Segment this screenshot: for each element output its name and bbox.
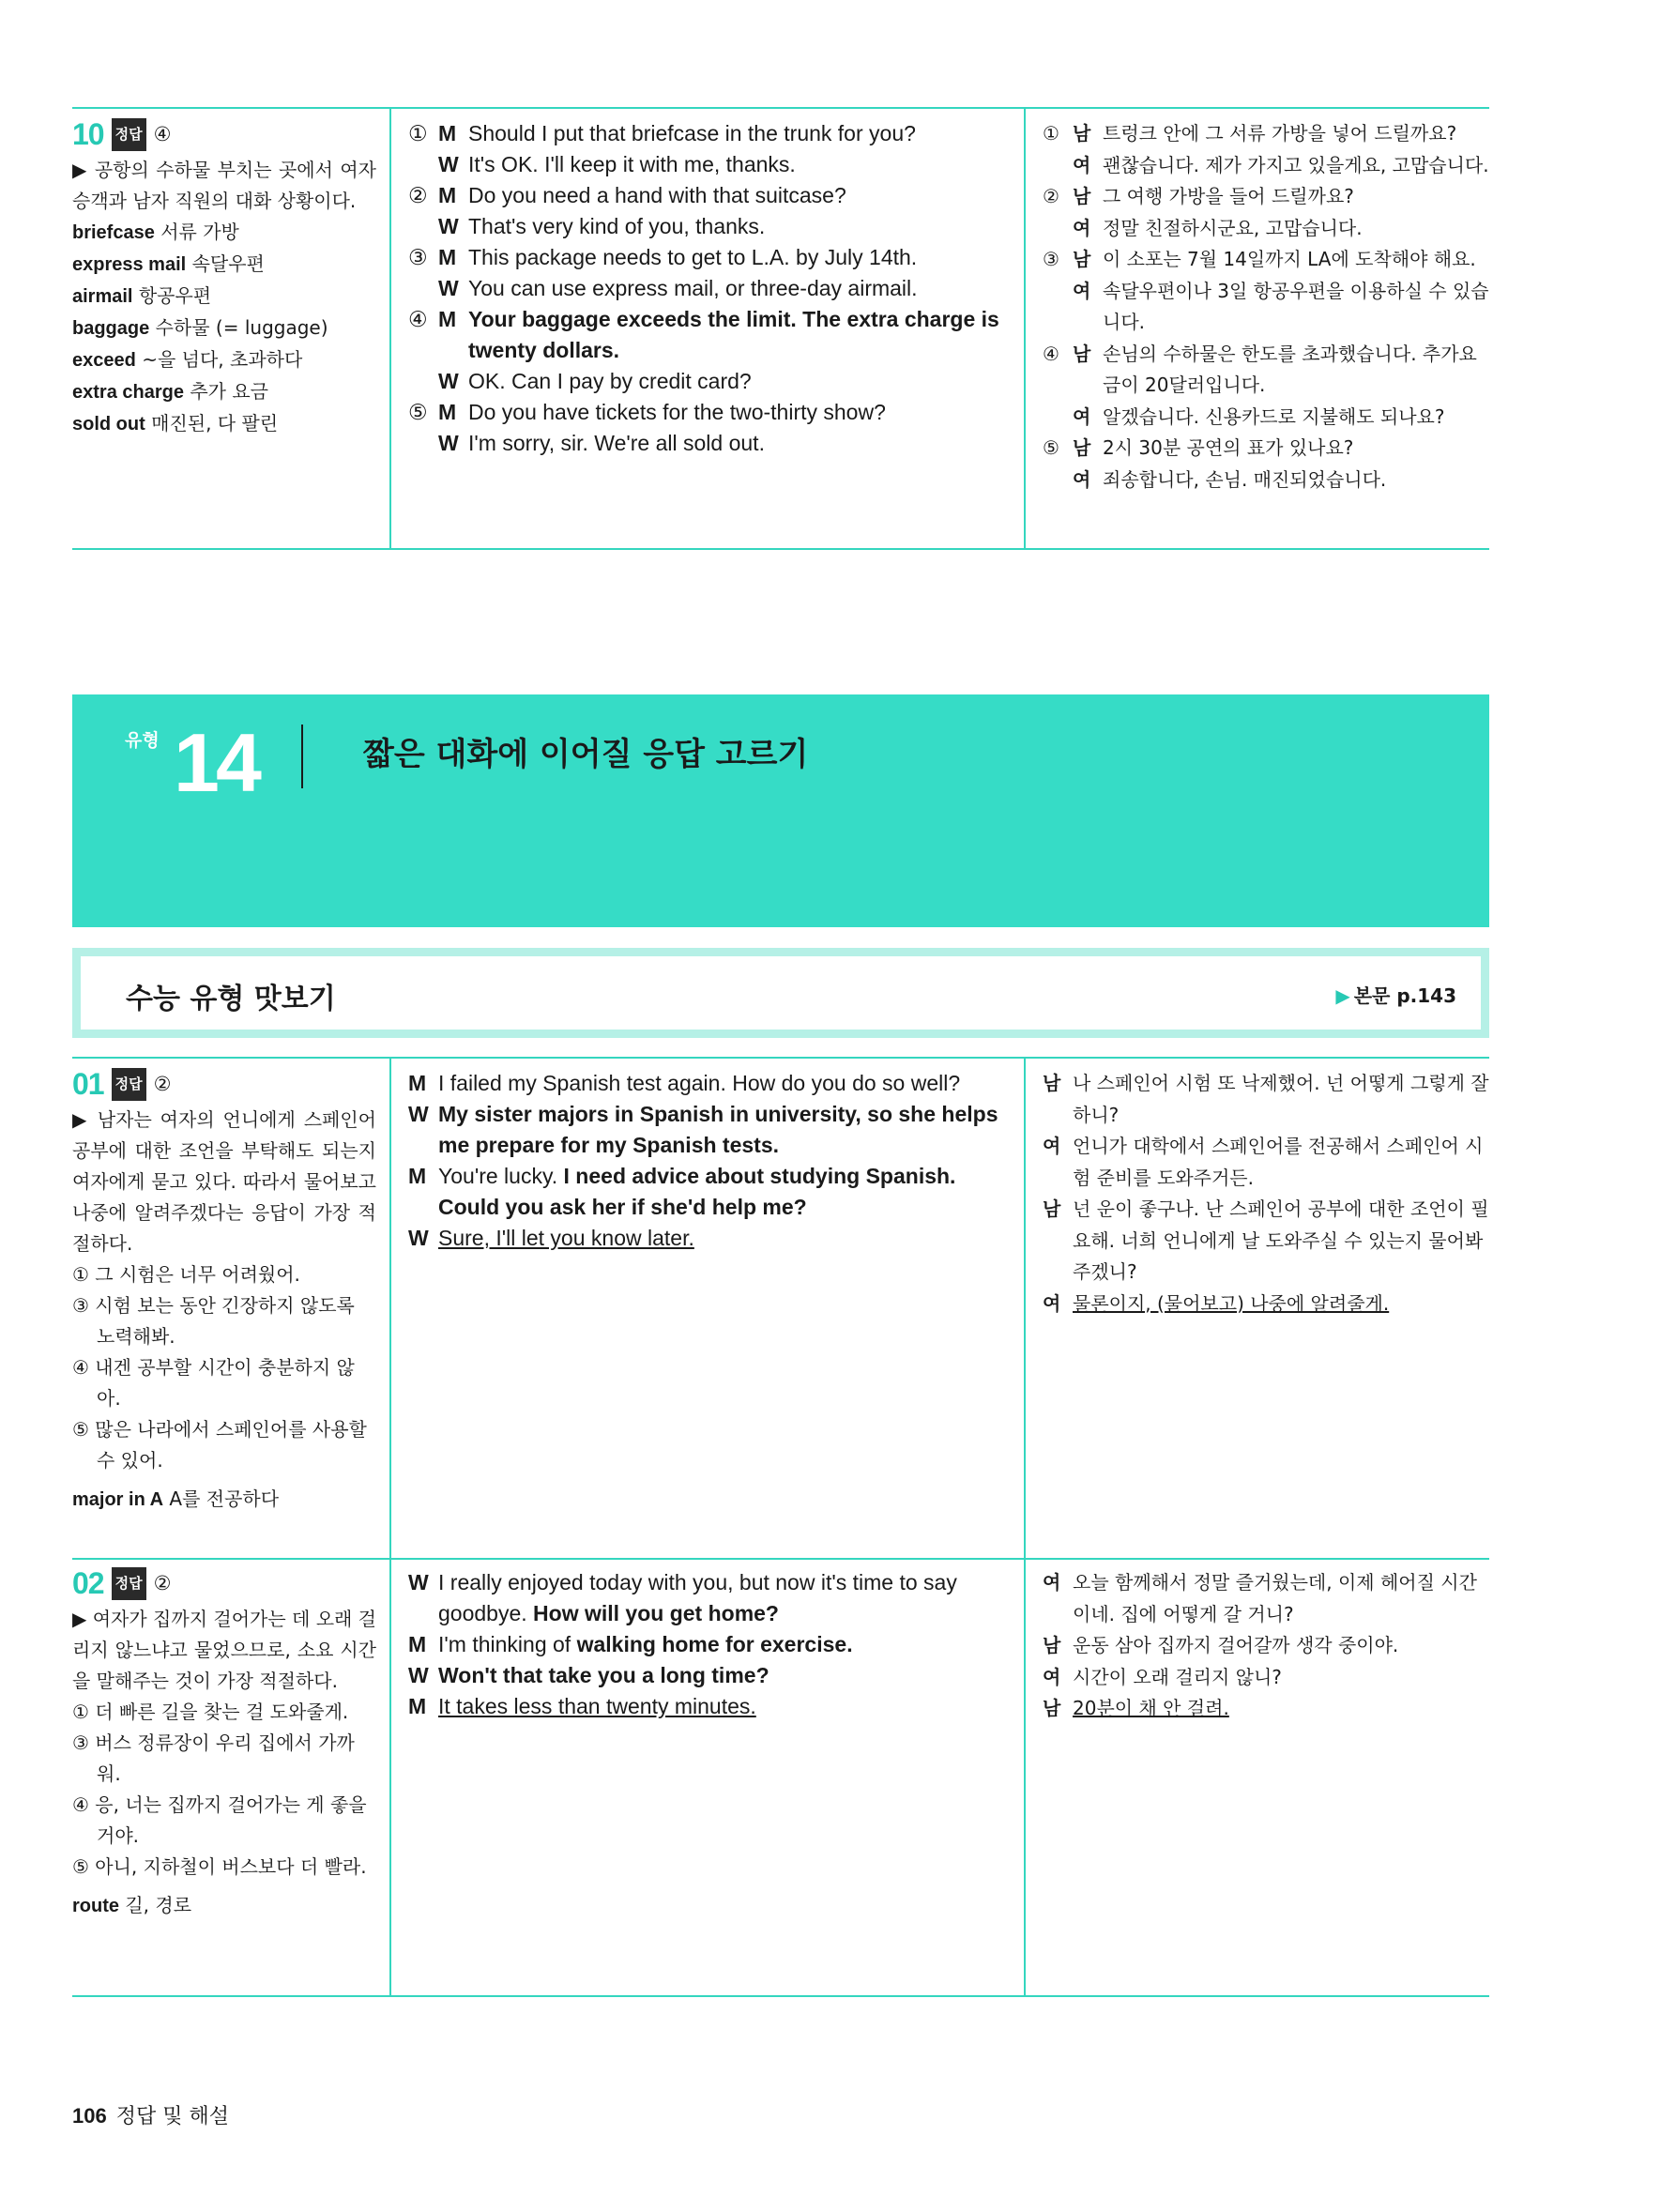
translation-line [1043,1662,1489,1694]
speaker: 여 [1043,1665,1061,1688]
dialogue-line [408,242,1007,273]
translation-line [1043,244,1489,276]
line-text [1073,1693,1489,1725]
answer-value: ② [153,1572,172,1594]
translation-line [1043,276,1489,339]
speaker: W [408,1102,429,1126]
line-text: 괜찮습니다. 제가 가지고 있을게요, 고맙습니다. [1103,153,1489,176]
dialogue-line [408,1068,1007,1099]
q02-korean-translation [1026,1558,1489,1995]
line-text: You can use express mail, or three-day airmail. [468,276,918,300]
vocab-list [72,217,376,440]
vocab-item [72,313,376,344]
option-number [1043,150,1073,182]
line-text: Do you have tickets for the two-thirty show? [468,400,886,424]
plain-text: 나 스페인어 시험 또 낙제했어. 넌 어떻게 그렇게 잘 하니? [1073,1072,1489,1126]
q02-explanation-column [72,1558,391,1995]
plain-text: 언니가 대학에서 스페인어를 전공해서 스페인어 시험 준비를 도와주거든. [1073,1135,1484,1189]
line-text [438,1691,1007,1722]
line-text: Your baggage exceeds the limit. The extra charge is twenty dollars. [468,307,999,362]
option-number: ③ [408,245,428,269]
speaker: W [438,276,459,300]
banner-divider [301,725,303,788]
speaker: 여 [1073,467,1091,491]
speaker: W [438,214,459,238]
vocab-item [72,344,376,376]
plain-text: 오늘 함께해서 정말 즐거웠는데, 이제 헤어질 시간이네. 집에 어떻게 갈 거니? [1073,1571,1477,1625]
option-number: ① [1043,122,1059,145]
translation-line [1043,1630,1489,1662]
answer-text: Sure, I'll let you know later. [438,1226,694,1250]
line-text [438,1161,1007,1223]
line-text: I'm sorry, sir. We're all sold out. [468,431,765,455]
vocab-term: route [72,1896,119,1916]
speaker: M [438,183,457,207]
dialogue-line [408,1161,1007,1223]
triangle-icon: ▶ [1335,984,1350,1007]
plain-text: I'm thinking of [438,1632,577,1656]
speaker: W [438,369,459,393]
option-number: ④ [408,307,428,331]
wrong-option: ⑤ 많은 나라에서 스페인어를 사용할 수 있어. [72,1418,367,1472]
plain-text: 넌 운이 좋구나. 난 스페인어 공부에 대한 조언이 필요해. 너희 언니에게 날 도와주실 수 있는지 물어봐 주겠니? [1073,1198,1489,1283]
vocab-meaning: 추가 요금 [190,380,268,403]
line-text [1073,1068,1489,1131]
speaker: 여 [1073,404,1091,428]
bold-text: walking home for exercise. [576,1632,853,1656]
vocab-item [72,217,376,249]
translation-line [1043,150,1489,182]
line-text [438,1223,1007,1254]
vocab-meaning: 매진된, 다 팔린 [151,412,279,435]
bold-text: Won't that take you a long time? [438,1663,769,1687]
question-number: 02 [72,1566,104,1600]
vocab-meaning: A를 전공하다 [169,1487,280,1510]
speaker: M [408,1164,427,1188]
plain-text: 운동 삼아 집까지 걸어갈까 생각 중이야. [1073,1634,1399,1656]
speaker: 남 [1073,122,1091,145]
dialogue-line [408,211,1007,242]
vocab-item [72,408,376,440]
translation-line [1043,1068,1489,1131]
bold-text: How will you get home? [533,1601,779,1625]
line-text [1073,1662,1489,1694]
wrong-option: ③ 버스 정류장이 우리 집에서 가까워. [72,1731,355,1785]
q02-english-script [391,1558,1026,1995]
option-number: ③ [1043,248,1059,270]
dialogue-line [408,118,1007,149]
translation-line [1043,465,1489,496]
line-text [438,1629,1007,1660]
answer-tag: 정답 [112,1068,146,1101]
answer-value: ④ [153,123,172,145]
page-number: 106 [72,2104,107,2128]
explanation: ▶ 여자가 집까지 걸어가는 데 오래 걸리지 않느냐고 물었으므로, 소요 시간을 말해주는 것이 가장 적절하다. [72,1608,377,1692]
section-banner [72,694,1489,927]
option-number [1043,465,1073,496]
option-number: ② [1043,185,1059,207]
translation-line [1043,433,1489,465]
speaker: M [408,1071,427,1095]
speaker: 남 [1073,185,1091,207]
line-text [1073,1131,1489,1194]
wrong-option: ① 더 빠른 길을 찾는 걸 도와줄게. [72,1701,349,1723]
speaker: W [408,1663,429,1687]
bold-text: My sister majors in Spanish in university, so she helps me prepare for my Spanish tests. [438,1102,998,1157]
dialogue-line [408,304,1007,366]
line-text: It's OK. I'll keep it with me, thanks. [468,152,796,176]
speaker: W [408,1570,429,1594]
option-number [1043,276,1073,339]
translation-line [1043,402,1489,434]
option-number [408,211,438,242]
q01-explanation-column [72,1059,391,1558]
vocab-meaning: 수하물 (= luggage) [155,316,328,339]
option-number: ⑤ [1043,436,1059,459]
speaker: 남 [1043,1198,1061,1220]
speaker: W [438,431,459,455]
q10-english-script [391,109,1026,548]
dialogue-line [408,1691,1007,1722]
option-number: ① [408,121,428,145]
dialogue-line [408,1567,1007,1629]
line-text [438,1099,1007,1161]
speaker: 여 [1073,279,1091,302]
question-01-row [72,1057,1489,1560]
line-text: 이 소포는 7월 14일까지 LA에 도착해야 해요. [1103,248,1476,270]
vocab-term: sold out [72,414,145,435]
option-number: ⑤ [408,400,428,424]
speaker: 남 [1073,248,1091,270]
line-text: OK. Can I pay by credit card? [468,369,752,393]
answer-tag: 정답 [112,1567,146,1600]
speaker: 여 [1043,1571,1061,1594]
vocab-item [72,376,376,408]
dialogue-line [408,397,1007,428]
subsection-header [72,948,1489,1038]
translation-line [1043,1693,1489,1725]
option-number: ② [408,183,428,207]
explanation: ▶ 남자는 여자의 언니에게 스페인어 공부에 대한 조언을 부탁해도 되는지 여자에게 묻고 있다. 따라서 물어보고 나중에 알려주겠다는 응답이 가장 적절하다. [72,1108,376,1255]
speaker: W [408,1226,429,1250]
line-text: Do you need a hand with that suitcase? [468,183,846,207]
dialogue-line [408,1223,1007,1254]
speaker: 남 [1073,436,1091,459]
vocab-term: major in A [72,1489,164,1510]
type-label: 유형 [125,730,160,751]
line-text: This package needs to get to L.A. by July 14th. [468,245,918,269]
line-text [1073,1194,1489,1289]
footer-label: 정답 및 해설 [115,2105,229,2128]
vocab-item [72,281,376,313]
line-text [438,1068,1007,1099]
wrong-option: ⑤ 아니, 지하철이 버스보다 더 빨라. [72,1855,367,1878]
speaker: M [438,121,457,145]
option-number [408,273,438,304]
speaker: 남 [1073,342,1091,365]
translation-line [1043,1289,1489,1320]
answer-tag: 정답 [112,118,146,151]
line-text: 손님의 수하물은 한도를 초과했습니다. 추가요금이 20달러입니다. [1103,342,1477,396]
dialogue-line [408,366,1007,397]
vocab-meaning: 서류 가방 [160,221,239,243]
line-text: That's very kind of you, thanks. [468,214,766,238]
subsection-title: 수능 유형 맛보기 [126,983,336,1015]
answer-text: 20분이 채 안 걸려. [1073,1697,1229,1719]
speaker: 남 [1043,1697,1061,1719]
wrong-option: ④ 응, 너는 집까지 걸어가는 게 좋을 거야. [72,1793,367,1847]
q01-english-script [391,1059,1026,1558]
option-number [1043,213,1073,245]
option-number: ④ [1043,342,1059,365]
explanation: ▶ 공항의 수하물 부치는 곳에서 여자 승객과 남자 직원의 대화 상황이다. [72,159,376,212]
translation-line [1043,1567,1489,1630]
translation-line [1043,339,1489,402]
option-number [408,366,438,397]
speaker: 여 [1043,1291,1061,1315]
dialogue-line [408,149,1007,180]
option-number [408,428,438,459]
q01-header [72,1068,376,1101]
dialogue-line [408,273,1007,304]
answer-value: ② [153,1073,172,1095]
speaker: W [438,152,459,176]
dialogue-line [408,180,1007,211]
question-number: 10 [72,117,104,151]
translation-line [1043,1131,1489,1194]
question-number: 01 [72,1067,104,1101]
speaker: 남 [1043,1072,1061,1094]
vocab-term: briefcase [72,222,155,243]
speaker: M [438,245,457,269]
vocab-term: airmail [72,286,133,307]
line-text: 속달우편이나 3일 항공우편을 이용하실 수 있습니다. [1103,279,1489,333]
question-02-row [72,1558,1489,1997]
page-footer [72,2100,229,2129]
dialogue-line [408,1629,1007,1660]
vocab-term: extra charge [72,382,184,403]
q10-header [72,118,376,151]
translation-line [1043,213,1489,245]
q10-explanation-column [72,109,391,548]
line-text: 트렁크 안에 그 서류 가방을 넣어 드릴까요? [1103,122,1457,145]
translation-line [1043,118,1489,150]
speaker: M [438,400,457,424]
q02-header [72,1567,376,1600]
plain-text: I failed my Spanish test again. How do you do so well? [438,1071,961,1095]
line-text: Should I put that briefcase in the trunk for you? [468,121,916,145]
line-text [1073,1289,1489,1320]
answer-text: 물론이지, (물어보고) 나중에 알려줄게. [1073,1291,1390,1315]
line-text: 그 여행 가방을 들어 드릴까요? [1103,185,1354,207]
question-10-row [72,107,1489,550]
vocab-meaning: 항공우편 [138,284,212,307]
line-text: 알겠습니다. 신용카드로 지불해도 되나요? [1103,404,1445,428]
vocab-item [72,1890,376,1922]
speaker: 여 [1073,153,1091,176]
vocab-term: express mail [72,254,187,275]
dialogue-line [408,1660,1007,1691]
wrong-option: ① 그 시험은 너무 어려웠어. [72,1263,300,1286]
line-text [438,1660,1007,1691]
speaker: 여 [1073,216,1091,239]
line-text [438,1567,1007,1629]
vocab-meaning: ~을 넘다, 초과하다 [142,348,303,371]
vocab-term: exceed [72,350,136,371]
speaker: M [438,307,457,331]
bold-text: I need advice about studying Spanish. Could you ask her if she'd help me? [438,1164,956,1219]
line-text: 정말 친절하시군요, 고맙습니다. [1103,216,1363,239]
dialogue-line [408,428,1007,459]
dialogue-line [408,1099,1007,1161]
speaker: 여 [1043,1135,1061,1157]
wrong-option: ③ 시험 보는 동안 긴장하지 않도록 노력해봐. [72,1294,355,1348]
speaker: 남 [1043,1634,1061,1656]
vocab-term: baggage [72,318,150,339]
plain-text: I really enjoyed today with you, but now it's time to say goodbye. [438,1570,957,1625]
answer-text: It takes less than twenty minutes. [438,1694,756,1718]
section-title: 짧은 대화에 이어질 응답 고르기 [363,736,809,773]
line-text: 죄송합니다, 손님. 매진되었습니다. [1103,467,1387,491]
translation-line [1043,1194,1489,1289]
translation-line [1043,181,1489,213]
line-text: 2시 30분 공연의 표가 있나요? [1103,436,1354,459]
wrong-option: ④ 내겐 공부할 시간이 충분하지 않아. [72,1356,355,1410]
vocab-meaning: 속달우편 [191,252,265,275]
type-number: 14 [174,716,258,809]
page-reference [1335,981,1456,1008]
speaker: M [408,1694,427,1718]
subsection-header-inner [81,956,1481,1030]
vocab-meaning: 길, 경로 [125,1894,192,1916]
q01-korean-translation [1026,1059,1489,1558]
option-number [408,149,438,180]
page-reference-text: 본문 p.143 [1353,984,1456,1007]
line-text [1073,1567,1489,1630]
plain-text: You're lucky. [438,1164,564,1188]
q10-korean-translation [1026,109,1489,548]
plain-text: 시간이 오래 걸리지 않니? [1073,1665,1282,1688]
option-number [1043,402,1073,434]
speaker: M [408,1632,427,1656]
vocab-item [72,1484,376,1516]
vocab-item [72,249,376,281]
line-text [1073,1630,1489,1662]
